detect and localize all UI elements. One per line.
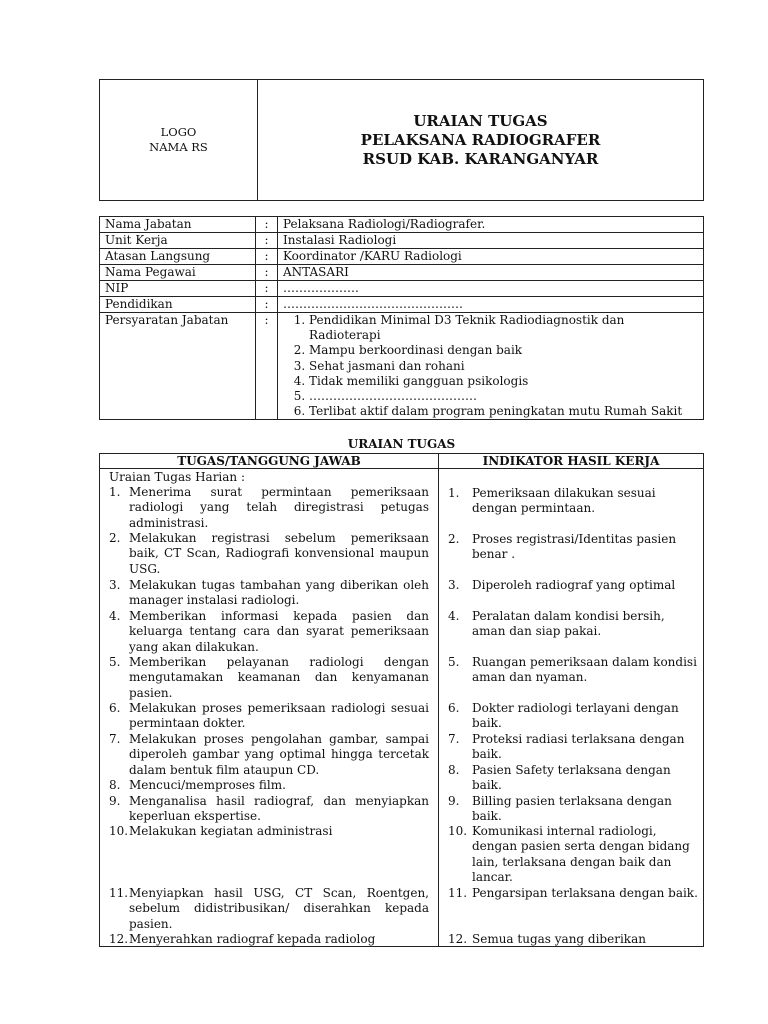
info-label: Persyaratan Jabatan (100, 313, 256, 420)
indicator-text: Dokter radiologi terlayani dengan baik. (472, 701, 679, 731)
info-label: Unit Kerja (100, 233, 256, 249)
indicator-number: 1. (448, 486, 460, 500)
info-label: Atasan Langsung (100, 249, 256, 265)
indicator-number: 8. (448, 763, 460, 777)
task-number: 9. (109, 794, 121, 808)
indicator-text: Peralatan dalam kondisi bersih, aman dan siap pakai. (472, 609, 665, 639)
info-value: ………………. (278, 281, 704, 297)
task-text: Menyiapkan hasil USG, CT Scan, Roentgen, sebelum didistribusikan/ diserahkan kepada pasien. (129, 886, 429, 931)
indicator-number: 2. (448, 532, 460, 546)
info-label: Nama Pegawai (100, 265, 256, 281)
info-row-persyaratan (100, 313, 704, 420)
indicator-text: Diperoleh radiograf yang optimal (472, 578, 676, 592)
persyaratan-item: 4. Tidak memiliki gangguan psikologis (309, 374, 698, 389)
indicator-text: Billing pasien terlaksana dengan baik. (472, 794, 672, 824)
info-label: Pendidikan (100, 297, 256, 313)
info-row (100, 297, 704, 313)
indicator-number: 3. (448, 578, 460, 592)
info-colon: : (256, 217, 278, 233)
indicator-number: 5. (448, 655, 460, 669)
info-label: NIP (100, 281, 256, 297)
task-number: 10. (109, 824, 129, 838)
persyaratan-item: 6. Terlibat aktif dalam program peningkatan mutu Rumah Sakit (309, 404, 698, 419)
task-text: Melakukan kegiatan administrasi (129, 824, 333, 838)
indicator-number: 7. (448, 732, 460, 746)
task-text: Menerima surat permintaan pemeriksaan radiologi yang telah diregistrasi petugas administrasi. (129, 485, 429, 530)
hospital-name-placeholder: NAMA RS (149, 140, 208, 154)
info-value: ANTASARI (278, 265, 704, 281)
task-text: Melakukan proses pemeriksaan radiologi sesuai permintaan dokter. (129, 701, 429, 731)
section-title: URAIAN TUGAS (347, 437, 456, 451)
info-colon: : (256, 297, 278, 313)
indicator-text: Ruangan pemeriksaan dalam kondisi aman dan nyaman. (472, 655, 697, 685)
duty-table (99, 453, 704, 947)
info-colon: : (256, 313, 278, 420)
persyaratan-cell (278, 313, 704, 420)
indicator-number: 10. (448, 824, 468, 838)
persyaratan-item: 2. Mampu berkoordinasi dengan baik (309, 343, 698, 358)
indicator-number: 9. (448, 794, 460, 808)
task-text: Menganalisa hasil radiograf, dan menyiapkan keperluan ekspertise. (129, 794, 429, 824)
info-colon: : (256, 249, 278, 265)
task-number: 5. (109, 655, 121, 669)
title-cell (258, 80, 703, 200)
document-header (99, 79, 704, 201)
indicator-number: 11. (448, 886, 468, 900)
logo-placeholder: LOGO (160, 125, 197, 139)
persyaratan-item: 1. Pendidikan Minimal D3 Teknik Radiodiagnostik dan Radioterapi (309, 313, 698, 343)
info-colon: : (256, 281, 278, 297)
info-row (100, 233, 704, 249)
indicator-text: Pengarsipan terlaksana dengan baik. (472, 886, 698, 900)
task-text: Memberikan informasi kepada pasien dan keluarga tentang cara dan syarat pemeriksaan yang akan dilakukan. (129, 609, 429, 654)
col-header-tugas: TUGAS/TANGGUNG JAWAB (177, 454, 361, 468)
harian-label: Uraian Tugas Harian : (109, 470, 246, 484)
duty-table-header (100, 454, 703, 469)
persyaratan-item: 3. Sehat jasmani dan rohani (309, 359, 698, 374)
document-subtitle: PELAKSANA RADIOGRAFER (360, 130, 601, 149)
indicator-number: 12. (448, 932, 468, 946)
task-number: 8. (109, 778, 121, 792)
indicator-text: Proteksi radiasi terlaksana dengan baik. (472, 732, 685, 762)
info-colon: : (256, 265, 278, 281)
persyaratan-list (283, 313, 698, 419)
indicator-text: Proses registrasi/Identitas pasien benar . (472, 532, 677, 562)
task-number: 2. (109, 531, 121, 545)
info-value: Pelaksana Radiologi/Radiografer. (278, 217, 704, 233)
column-divider (438, 454, 439, 946)
info-value: Instalasi Radiologi (278, 233, 704, 249)
logo-cell (100, 80, 258, 200)
task-number: 7. (109, 732, 121, 746)
indicator-number: 6. (448, 701, 460, 715)
indicator-text: Semua tugas yang diberikan (472, 932, 646, 946)
task-number: 3. (109, 578, 121, 592)
info-row (100, 249, 704, 265)
task-number: 6. (109, 701, 121, 715)
task-text: Mencuci/memproses film. (129, 778, 286, 792)
indicator-text: Pasien Safety terlaksana dengan baik. (472, 763, 671, 793)
indicator-text: Pemeriksaan dilakukan sesuai dengan permintaan. (472, 486, 656, 516)
task-text: Melakukan registrasi sebelum pemeriksaan baik, CT Scan, Radiografi konvensional maupun USG. (129, 531, 429, 576)
task-text: Menyerahkan radiograf kepada radiolog (129, 932, 376, 946)
job-info-table (99, 216, 704, 420)
persyaratan-item: 5. …………………………………… (309, 389, 698, 404)
info-colon: : (256, 233, 278, 249)
task-number: 11. (109, 886, 129, 900)
info-label: Nama Jabatan (100, 217, 256, 233)
task-number: 1. (109, 485, 121, 499)
document-title: URAIAN TUGAS (413, 111, 548, 130)
info-value: Koordinator /KARU Radiologi (278, 249, 704, 265)
indicator-number: 4. (448, 609, 460, 623)
col-header-indikator: INDIKATOR HASIL KERJA (482, 454, 660, 468)
task-text: Melakukan tugas tambahan yang diberikan oleh manager instalasi radiologi. (129, 578, 429, 608)
task-text: Memberikan pelayanan radiologi dengan mengutamakan keamanan dan kenyamanan pasien. (129, 655, 429, 700)
task-number: 12. (109, 932, 129, 946)
info-row (100, 217, 704, 233)
info-value: ……………………………………… (278, 297, 704, 313)
indicator-text: Komunikasi internal radiologi, dengan pasien serta dengan bidang lain, terlaksana dengan baik dan lancar. (472, 824, 690, 885)
task-text: Melakukan proses pengolahan gambar, sampai diperoleh gambar yang optimal hingga tercetak dalam bentuk film ataupun CD. (129, 732, 429, 777)
task-number: 4. (109, 609, 121, 623)
info-row (100, 265, 704, 281)
hospital-title: RSUD KAB. KARANGANYAR (362, 149, 599, 168)
info-row (100, 281, 704, 297)
